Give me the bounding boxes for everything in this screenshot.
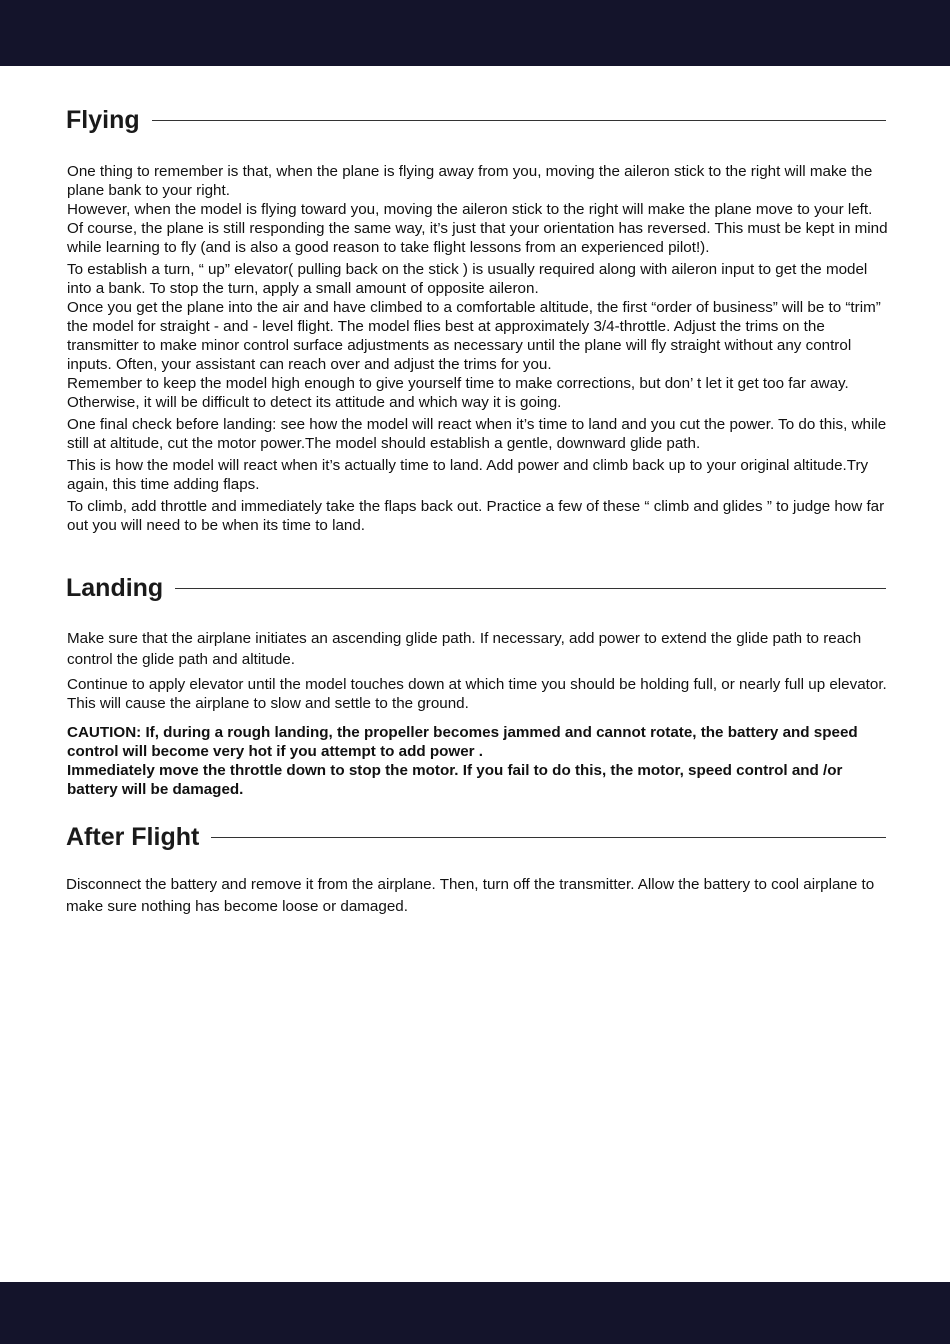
after-flight-heading: [66, 823, 886, 852]
flying-paragraph: To establish a turn, “ up” elevator( pulling back on the stick ) is usually required along with aileron input to get the model into a bank. To stop the turn, apply a small amount of opposite aileron.: [67, 261, 868, 297]
landing-title: Landing: [66, 574, 164, 602]
landing-body: [67, 628, 889, 802]
flying-paragraph: Remember to keep the model high enough to give yourself time to make corrections, but don’ t let it get too far away. Otherwise, it will be difficult to detect its attitude and which way it is going.: [67, 375, 849, 411]
landing-paragraph: Make sure that the airplane initiates an ascending glide path. If necessary, add power to extend the glide path to reach control the glide path and altitude.: [67, 630, 862, 668]
flying-paragraph: One thing to remember is that, when the plane is flying away from you, moving the aileron stick to the right will make the plane bank to your right.: [67, 163, 873, 199]
bottom-banner: [0, 1282, 950, 1344]
after-flight-divider: [211, 837, 886, 838]
landing-paragraph: Continue to apply elevator until the model touches down at which time you should be holding full, or nearly full up elevator. This will cause the airplane to slow and settle to the ground.: [67, 676, 887, 712]
landing-heading: [66, 574, 886, 603]
after-flight-paragraph: Disconnect the battery and remove it from the airplane. Then, turn off the transmitter. Allow the battery to cool airplane to make sure nothing has become loose or damaged.: [66, 876, 875, 915]
flying-paragraph: One final check before landing: see how the model will react when it’s time to land and you cut the power. To do this, while still at altitude, cut the motor power.The model should establish a gentle, downward glide path.: [67, 416, 887, 452]
landing-divider: [175, 588, 886, 589]
flying-title: Flying: [66, 106, 140, 134]
flying-divider: [152, 120, 886, 121]
caution-text: Immediately move the throttle down to stop the motor. If you fail to do this, the motor, speed control and /or battery will be damaged.: [67, 762, 843, 798]
flying-paragraph: To climb, add throttle and immediately take the flaps back out. Practice a few of these “ climb and glides ” to judge how far out you will need to be when its time to land.: [67, 498, 885, 534]
flying-paragraph: However, when the model is flying toward you, moving the aileron stick to the right will make the plane move to your left. Of course, the plane is still responding the same way, it’s just that your orientation has reversed. This must be kept in mind while learning to fly (and is also a good reason to take flight lessons from an experienced pilot!).: [67, 201, 888, 256]
flying-heading: [66, 106, 886, 135]
flying-body: [67, 162, 889, 538]
caution-text: CAUTION: If, during a rough landing, the propeller becomes jammed and cannot rotate, the battery and speed control will become very hot if you attempt to add power .: [67, 724, 858, 760]
after-flight-body: [66, 874, 888, 921]
after-flight-title: After Flight: [66, 823, 200, 851]
flying-paragraph: This is how the model will react when it’s actually time to land. Add power and climb back up to your original altitude.Try again, this time adding flaps.: [67, 457, 869, 493]
top-banner: [0, 0, 950, 66]
flying-paragraph: Once you get the plane into the air and have climbed to a comfortable altitude, the first “order of business” will be to “trim” the model for straight - and - level flight. The model flies best at approximately 3/4-throttle. Adjust the trims on the transmitter to make minor control surface adjustments as necessary until the plane will fly straight without any control inputs. Often, your assistant can reach over and adjust the trims for you.: [67, 299, 881, 373]
